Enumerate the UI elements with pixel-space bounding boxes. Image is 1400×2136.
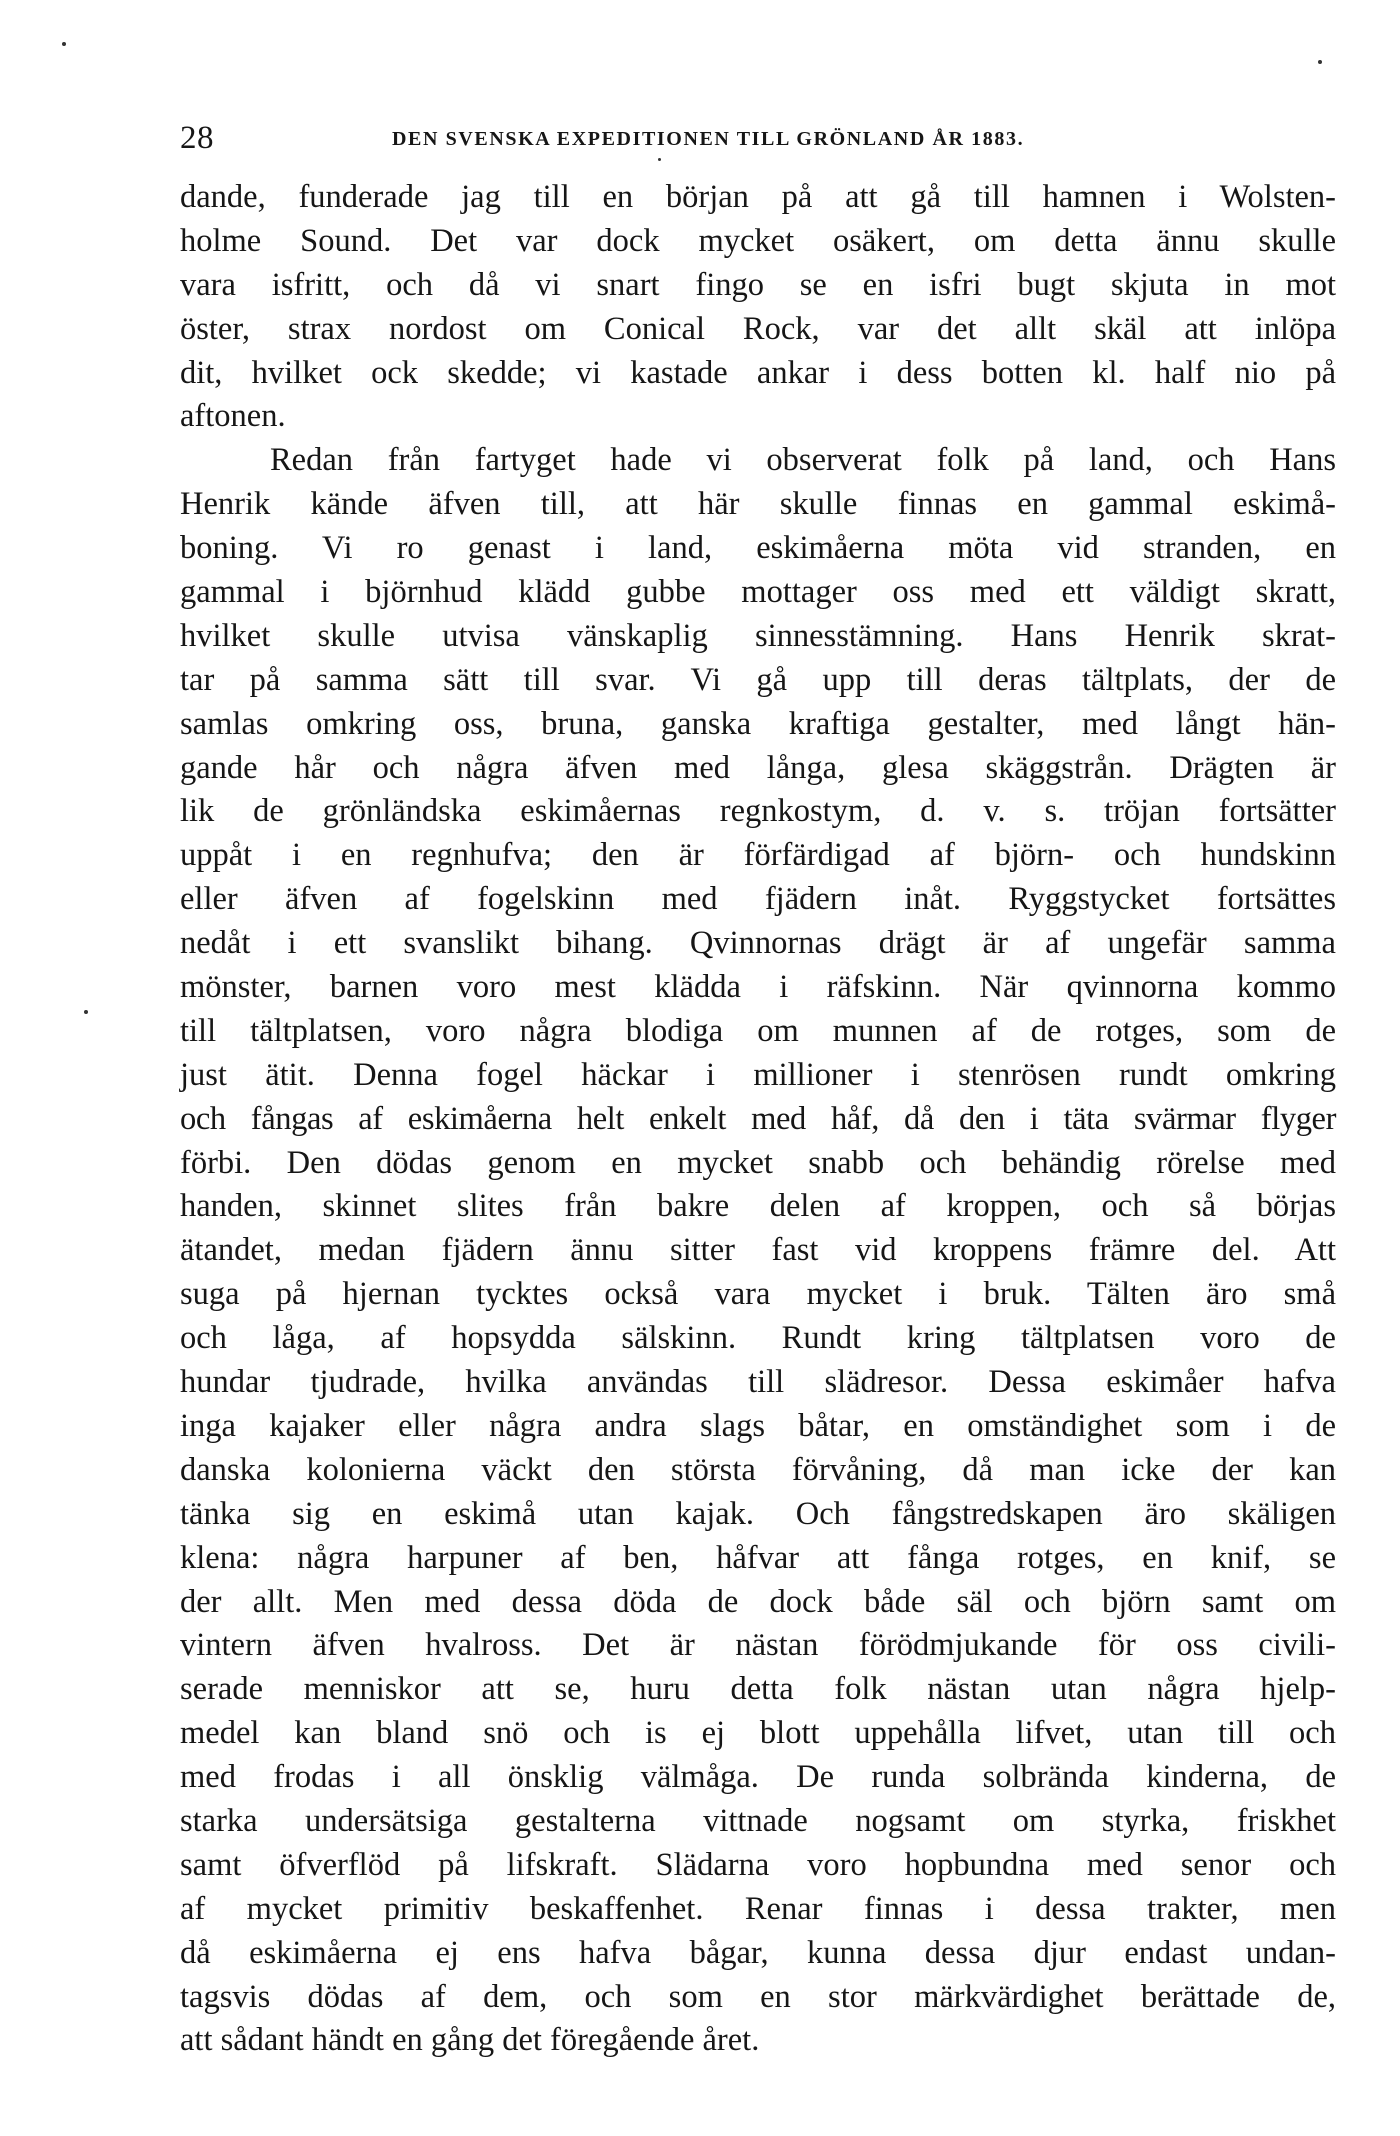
text-line: dande, funderade jag till en början på att gå till hamnen i Wolsten- (180, 179, 1336, 215)
text-line: boning. Vi ro genast i land, eskimåerna möta vid stranden, en (180, 530, 1336, 567)
text-line: och fångas af eskimåerna helt enkelt med håf, då den i täta svärmar flyger (180, 1100, 1336, 1137)
text-line: hvilket skulle utvisa vänskaplig sinnesstämning. Hans Henrik skrat- (180, 617, 1336, 654)
text-line: gammal i björnhud klädd gubbe mottager oss med ett väldigt skratt, (180, 574, 1336, 611)
text-line: starka undersätsiga gestalterna vittnade nogsamt om styrka, friskhet (180, 1802, 1336, 1839)
scan-speck (1318, 60, 1322, 64)
text-line: öster, strax nordost om Conical Rock, var det allt skäl att inlöpa (180, 310, 1336, 347)
text-line: samlas omkring oss, bruna, ganska kraftiga gestalter, med långt hän- (180, 705, 1336, 742)
text-line: handen, skinnet slites från bakre delen af kroppen, och så börjas (180, 1188, 1336, 1225)
body-text (180, 176, 1336, 2063)
text-line: då eskimåerna ej ens hafva bågar, kunna dessa djur endast undan- (180, 1934, 1336, 1971)
text-line: tänka sig en eskimå utan kajak. Och fångstredskapen äro skäligen (180, 1495, 1336, 1532)
text-line: tar på samma sätt till svar. Vi gå upp till deras tältplats, der de (180, 661, 1336, 698)
text-line: dit, hvilket ock skedde; vi kastade ankar i dess botten kl. half nio på (180, 354, 1336, 391)
page-number: 28 (180, 120, 214, 156)
text-line: just ätit. Denna fogel häckar i millioner i stenrösen rundt omkring (180, 1056, 1336, 1093)
running-head (180, 118, 1336, 158)
scan-speck (84, 1010, 88, 1014)
text-line: klena: några harpuner af ben, håfvar att fånga rotges, en knif, se (180, 1539, 1336, 1576)
paragraph-start-line: Redan från fartyget hade vi observerat folk på land, och Hans (270, 442, 1336, 479)
scan-speck (658, 158, 661, 161)
text-line: samt öfverflöd på lifskraft. Slädarna voro hopbundna med senor och (180, 1846, 1336, 1883)
text-line: der allt. Men med dessa döda de dock både säl och björn samt om (180, 1583, 1336, 1620)
text-line: Henrik kände äfven till, att här skulle finnas en gammal eskimå- (180, 486, 1336, 523)
text-line: ätandet, medan fjädern ännu sitter fast vid kroppens främre del. Att (180, 1232, 1336, 1269)
text-line: hundar tjudrade, hvilka användas till slädresor. Dessa eskimåer hafva (180, 1364, 1336, 1401)
text-line: till tältplatsen, voro några blodiga om munnen af de rotges, som de (180, 1012, 1336, 1049)
text-line: gande hår och några äfven med långa, glesa skäggstrån. Drägten är (180, 749, 1336, 786)
text-line: med frodas i all önsklig välmåga. De runda solbrända kinderna, de (180, 1759, 1336, 1796)
paragraph-end-line: att sådant händt en gång det föregående året. (180, 2022, 760, 2059)
text-line: uppåt i en regnhufva; den är förfärdigad af björn- och hundskinn (180, 837, 1336, 874)
text-line: eller äfven af fogelskinn med fjädern inåt. Ryggstycket fortsättes (180, 881, 1336, 918)
text-line: serade menniskor att se, huru detta folk nästan utan några hjelp- (180, 1671, 1336, 1708)
text-line: vara isfritt, och då vi snart fingo se en isfri bugt skjuta in mot (180, 266, 1336, 303)
text-line: lik de grönländska eskimåernas regnkostym, d. v. s. tröjan fortsätter (180, 793, 1336, 830)
running-title: DEN SVENSKA EXPEDITIONEN TILL GRÖNLAND ÅR 1883. (392, 128, 1025, 150)
text-line: tagsvis dödas af dem, och som en stor märkvärdighet berättade de, (180, 1978, 1336, 2015)
text-line: nedåt i ett svanslikt bihang. Qvinnornas drägt är af ungefär samma (180, 925, 1336, 962)
text-line: danska kolonierna väckt den största förvåning, då man icke der kan (180, 1451, 1336, 1488)
text-line: medel kan bland snö och is ej blott uppehålla lifvet, utan till och (180, 1715, 1336, 1752)
text-line: inga kajaker eller några andra slags båtar, en omständighet som i de (180, 1407, 1336, 1444)
paragraph-end-line: aftonen. (180, 398, 286, 435)
text-line: och låga, af hopsydda sälskinn. Rundt kring tältplatsen voro de (180, 1320, 1336, 1357)
scan-speck (62, 42, 66, 46)
text-line: mönster, barnen voro mest klädda i räfskinn. När qvinnorna kommo (180, 969, 1336, 1006)
text-line: suga på hjernan tycktes också vara mycket i bruk. Tälten äro små (180, 1276, 1336, 1313)
text-line: förbi. Den dödas genom en mycket snabb och behändig rörelse med (180, 1144, 1336, 1181)
text-line: af mycket primitiv beskaffenhet. Renar finnas i dessa trakter, men (180, 1890, 1336, 1927)
text-line: vintern äfven hvalross. Det är nästan förödmjukande för oss civili- (180, 1627, 1336, 1664)
text-line: holme Sound. Det var dock mycket osäkert, om detta ännu skulle (180, 222, 1336, 259)
